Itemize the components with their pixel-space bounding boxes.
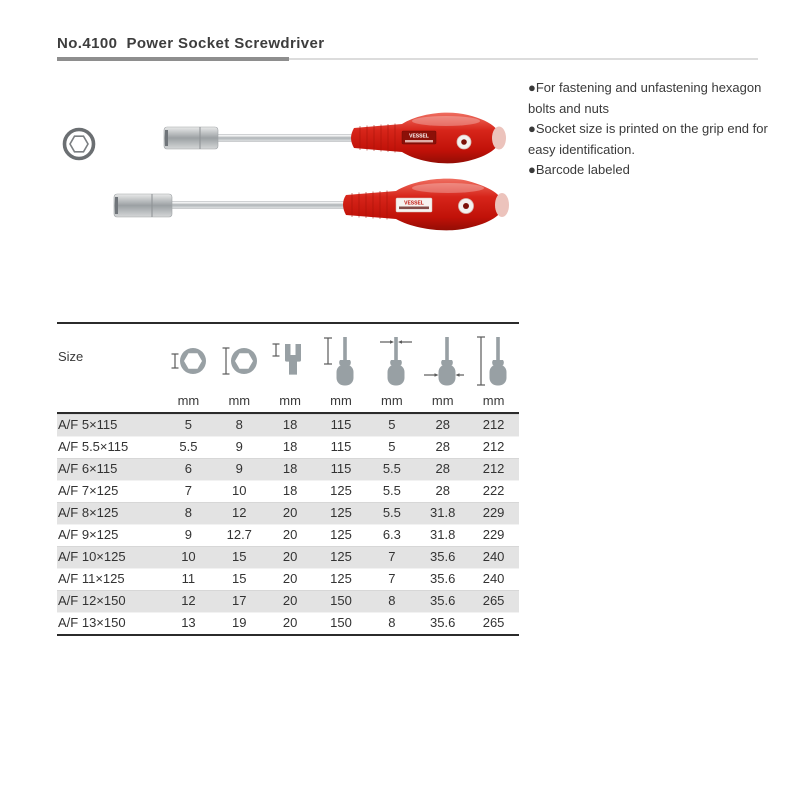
table-row xyxy=(57,502,519,524)
row-value: 115 xyxy=(330,417,352,432)
table-row xyxy=(57,546,519,568)
title-underline xyxy=(57,57,758,61)
row-value: 10 xyxy=(181,549,196,564)
row-size-label: A/F 13×150 xyxy=(58,615,126,630)
page-title: No.4100 Power Socket Screwdriver xyxy=(57,35,325,52)
hex-across-flats-icon xyxy=(166,334,210,388)
row-value: 5.5 xyxy=(382,505,401,520)
row-value: 150 xyxy=(330,593,352,608)
screwdriver-lower xyxy=(114,179,509,231)
row-value: 5.5 xyxy=(179,439,198,454)
table-row xyxy=(57,480,519,502)
grip-diameter-icon xyxy=(421,334,465,388)
row-value: 7 xyxy=(388,549,396,564)
row-value: 7 xyxy=(388,571,396,586)
row-value: 20 xyxy=(282,527,298,542)
row-value: 125 xyxy=(330,527,352,542)
row-value: 12 xyxy=(232,505,247,520)
row-value: 5 xyxy=(388,417,396,432)
unit-label: mm xyxy=(279,392,301,408)
table-row xyxy=(57,568,519,590)
row-value: 11 xyxy=(181,571,196,586)
column-icon-cell xyxy=(366,324,417,389)
row-value: 10 xyxy=(232,483,247,498)
row-value: 35.6 xyxy=(430,549,456,564)
row-value: 12.7 xyxy=(226,527,252,542)
title-underline-dark xyxy=(57,57,289,61)
row-value: 12 xyxy=(181,593,196,608)
row-value: 35.6 xyxy=(430,593,456,608)
column-icon-cell xyxy=(265,324,316,389)
row-value: 240 xyxy=(482,549,505,564)
row-value: 150 xyxy=(330,615,352,630)
row-value: 28 xyxy=(435,483,450,498)
table-row xyxy=(57,414,519,436)
row-value: 9 xyxy=(235,461,243,476)
row-value: 212 xyxy=(482,461,505,476)
row-value: 8 xyxy=(388,615,396,630)
row-value: 17 xyxy=(232,593,247,608)
row-value: 115 xyxy=(330,439,352,454)
socket-depth-icon xyxy=(268,334,312,388)
row-value: 20 xyxy=(282,571,298,586)
row-value: 6.3 xyxy=(382,527,401,542)
row-value: 9 xyxy=(184,527,193,542)
row-size-label: A/F 12×150 xyxy=(58,593,126,608)
row-value: 18 xyxy=(282,417,298,432)
row-value: 125 xyxy=(330,483,352,498)
row-value: 20 xyxy=(282,549,298,564)
column-icon-cell xyxy=(316,324,367,389)
shaft-length-icon xyxy=(319,334,363,388)
row-value: 35.6 xyxy=(430,615,456,630)
row-size-label: A/F 6×115 xyxy=(58,461,118,476)
feature-item: ●Barcode labeled xyxy=(528,162,630,178)
row-value: 229 xyxy=(482,527,505,542)
row-value: 20 xyxy=(282,505,298,520)
unit-label: mm xyxy=(330,392,352,408)
row-value: 222 xyxy=(482,483,505,498)
column-icon-cell xyxy=(468,324,519,389)
row-value: 28 xyxy=(435,439,450,454)
row-value: 265 xyxy=(482,593,505,608)
product-photo xyxy=(50,93,520,245)
brand-label: VESSEL xyxy=(404,200,424,207)
row-size-label: A/F 8×125 xyxy=(58,505,119,520)
row-value: 18 xyxy=(282,439,298,454)
row-value: 15 xyxy=(232,571,247,586)
row-value: 6 xyxy=(184,461,193,476)
row-value: 8 xyxy=(184,505,193,520)
row-size-label: A/F 5.5×115 xyxy=(58,439,129,454)
table-header-icons-row xyxy=(57,322,519,388)
column-icon-cell xyxy=(214,324,265,389)
row-value: 125 xyxy=(330,549,352,564)
table-row xyxy=(57,436,519,458)
size-table xyxy=(57,322,519,636)
row-value: 15 xyxy=(232,549,247,564)
row-value: 7 xyxy=(184,483,193,498)
table-units-row xyxy=(57,388,519,414)
socket-outer-diameter-icon xyxy=(217,334,261,388)
row-size-label: A/F 5×115 xyxy=(58,417,118,432)
row-value: 13 xyxy=(181,615,196,630)
unit-label: mm xyxy=(381,392,403,408)
row-value: 125 xyxy=(330,505,352,520)
size-table-body xyxy=(57,414,519,636)
row-value: 5 xyxy=(388,439,396,454)
feature-list xyxy=(528,78,772,181)
table-row xyxy=(57,524,519,546)
row-value: 5.5 xyxy=(382,483,401,498)
hex-socket-ring-icon xyxy=(65,130,94,159)
table-row xyxy=(57,590,519,612)
row-value: 8 xyxy=(388,593,396,608)
unit-label: mm xyxy=(228,392,251,408)
feature-item: ●Socket size is printed on the grip end for easy identification. xyxy=(528,121,768,157)
row-value: 212 xyxy=(482,439,505,454)
row-value: 35.6 xyxy=(430,571,456,586)
row-value: 5 xyxy=(184,417,193,432)
row-value: 265 xyxy=(482,615,505,630)
row-value: 28 xyxy=(435,417,450,432)
row-value: 31.8 xyxy=(430,505,456,520)
row-value: 125 xyxy=(330,571,352,586)
size-column-header: Size xyxy=(58,348,84,364)
brand-label: VESSEL xyxy=(409,133,429,140)
row-value: 31.8 xyxy=(430,527,456,542)
units-row-spacer xyxy=(57,388,163,412)
row-value: 240 xyxy=(482,571,505,586)
title-underline-light xyxy=(289,58,758,60)
row-value: 115 xyxy=(330,461,352,476)
row-size-label: A/F 7×125 xyxy=(58,483,119,498)
overall-length-icon xyxy=(472,334,516,388)
row-value: 18 xyxy=(282,461,298,476)
unit-label: mm xyxy=(177,392,200,408)
row-size-label: A/F 11×125 xyxy=(58,571,125,586)
row-value: 8 xyxy=(235,417,243,432)
table-row xyxy=(57,458,519,480)
column-icon-cell xyxy=(163,324,214,389)
row-value: 20 xyxy=(282,593,298,608)
column-icon-cell xyxy=(417,324,468,389)
row-value: 5.5 xyxy=(382,461,401,476)
screwdriver-upper xyxy=(164,113,506,164)
unit-label: mm xyxy=(431,392,454,408)
row-value: 212 xyxy=(482,417,505,432)
row-size-label: A/F 10×125 xyxy=(58,549,126,564)
row-value: 18 xyxy=(282,483,298,498)
row-value: 229 xyxy=(482,505,505,520)
row-value: 20 xyxy=(282,615,298,630)
row-size-label: A/F 9×125 xyxy=(58,527,119,542)
feature-item: ●For fastening and unfastening hexagon bolts and nuts xyxy=(528,80,762,116)
shaft-diameter-icon xyxy=(370,334,414,388)
row-value: 9 xyxy=(235,439,243,454)
table-row xyxy=(57,612,519,634)
unit-label: mm xyxy=(482,392,505,408)
row-value: 19 xyxy=(232,615,247,630)
row-value: 28 xyxy=(435,461,450,476)
